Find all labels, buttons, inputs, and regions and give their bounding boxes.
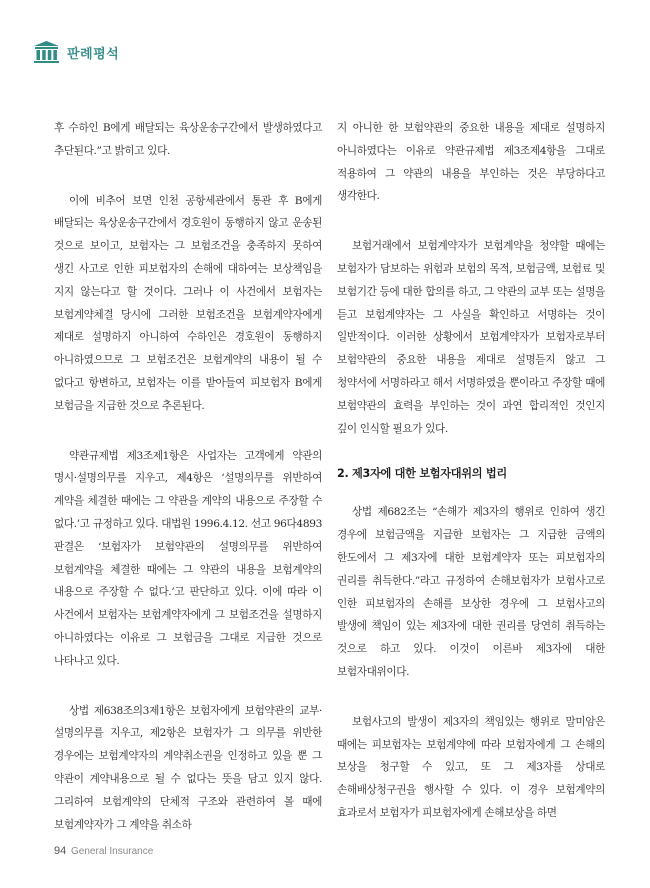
paragraph: 보험사고의 발생이 제3자의 책임있는 행위로 말미암은 때에는 피보험자는 보험계약에 따라 보험자에게 그 손해의 보상을 청구할 수 있고, 또 그 제3자를 상대로 손해배상청구권을 행사할 수 있다. 이 경우 보험계약의 효과로서 보험자가 피보험자에게 손해보상을 하면	[337, 715, 605, 819]
left-column	[54, 117, 322, 863]
page-number: 94	[54, 845, 67, 857]
paragraph: 상법 제682조는 “손해가 제3자의 행위로 인하여 생긴 경우에 보험금액을 지급한 보험자는 그 지급한 금액의 한도에서 그 제3자에 대한 보험계약자 또는 피보험자의 권리를 취득한다.”라고 규정하여 손해보험자가 보험사고로 인한 피보험자의 손해를 보상한 경우에 그 보험사고의 발생에 책임이 있는 제3자에 대한 권리를 당연히 취득하는 것으로 하고 있다. 이것이 이른바 제3자에 대한 보험자대위이다.	[337, 506, 605, 678]
page-footer	[54, 845, 153, 857]
subsection-heading: 2. 제3자에 대한 보험자대위의 법리	[337, 467, 507, 481]
paragraph: 약관규제법 제3조제1항은 사업자는 고객에게 약관의 명시·설명의무를 지우고, 제4항은 ‘설명의무를 위반하여 계약을 체결한 때에는 그 약관을 계약의 내용으로 주장할 수 없다.’고 규정하고 있다. 대법원 1996.4.12. 선고 96다4893 판결은 ‘보험자가 보험약관의 설명의무를 위반하여 보험계약을 체결한 때에는 그 약관의 내용을 보험계약의 내용으로 주장할 수 없다.’고 판단하고 있다. 이에 따라 이 사건에서 보험자는 보험계약자에게 그 보험조건을 설명하지 아니하였다는 이유로 그 보험금을 그대로 지급한 것으로 나타나고 있다.	[54, 449, 322, 667]
paragraph: 지 아니한 한 보험약관의 중요한 내용을 제대로 설명하지 아니하였다는 이유로 약관규제법 제3조제4항을 그대로 적용하여 그 약관의 내용을 부인하는 것은 부당하다고 생각한다.	[337, 122, 605, 203]
paragraph: 후 수하인 B에게 배달되는 육상운송구간에서 발생하였다고 추단된다.”고 밝히고 있다.	[54, 122, 322, 157]
paragraph: 상법 제638조의3제1항은 보험자에게 보험약관의 교부·설명의무를 지우고, 제2항은 보험자가 그 의무를 위반한 경우에는 보험계약자의 계약취소권을 인정하고 있을 뿐 그 약관이 계약내용으로 될 수 없다는 뜻을 담고 있지 않다. 그리하여 보험계약의 단체적 구조와 관련하여 볼 때에 보험계약자가 그 계약을 취소하	[54, 704, 322, 831]
paragraph: 이에 비추어 보면 인천 공항세관에서 통관 후 B에게 배달되는 육상운송구간에서 경호원이 동행하지 않고 운송된 것으로 보이고, 보험자는 그 보험조건을 충족하지 못하여 생긴 사고로 인한 피보험자의 손해에 대하여는 보상책임을 지지 않는다고 할 것이다. 그러나 이 사건에서 보험자는 보험계약체결 당시에 그러한 보험조건을 보험계약자에게 제대로 설명하지 아니하여 수하인은 경호원이 동행하지 아니하였으므로 그 보험조건은 보험계약의 내용이 될 수 없다고 항변하고, 보험자는 이를 받아들여 피보험자 B에게 보험금을 지급한 것으로 추론된다.	[54, 194, 322, 412]
publication-name: General Insurance	[71, 846, 154, 857]
section-title: 판례평석	[67, 46, 120, 62]
page-header	[34, 40, 119, 64]
columns-building-icon	[34, 41, 59, 63]
paragraph: 보험거래에서 보험계약자가 보험계약을 청약할 때에는 보험자가 담보하는 위험과 보험의 목적, 보험금액, 보험료 및 보험기간 등에 대한 합의를 하고, 그 약관의 교부 또는 설명을 듣고 보험계약자는 그 사실을 확인하고 서명하는 것이 일반적이다. 이러한 상황에서 보험계약자가 보험자로부터 보험약관의 중요한 내용을 제대로 설명듣지 않고 그 청약서에 서명하라고 해서 서명하였을 뿐이라고 주장할 때에 보험약관의 효력을 부인하는 것이 과연 합리적인 것인지 깊이 인식할 필요가 있다.	[337, 240, 605, 435]
right-column	[337, 117, 605, 852]
